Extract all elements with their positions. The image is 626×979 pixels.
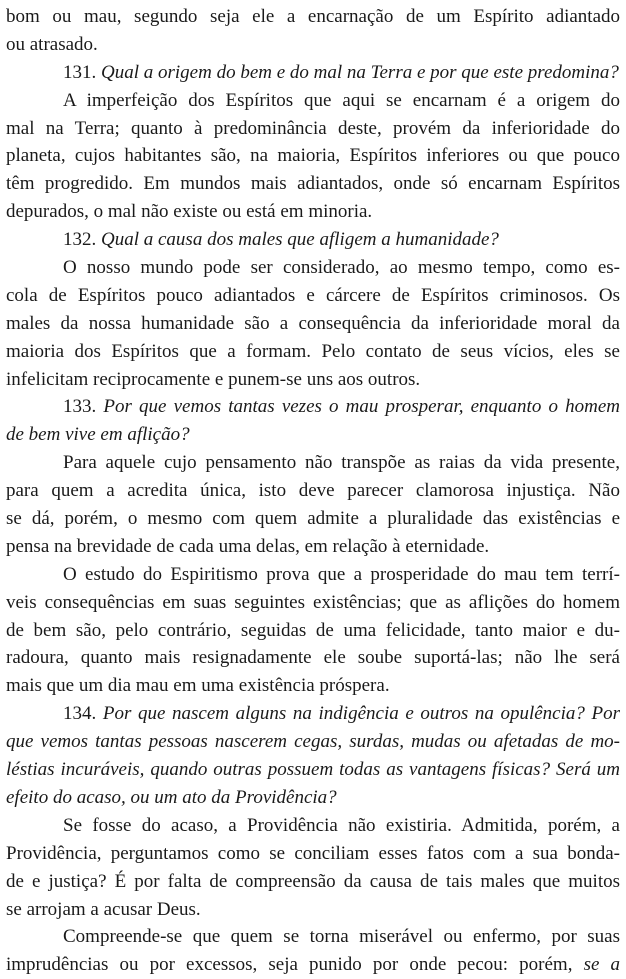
text-line: males da nossa humanidade são a consequência da inferioridade moral da [6,312,620,334]
text-line: para quem a acredita única, isto deve parecer clamorosa injustiça. Não [6,480,620,502]
question-line: de bem vive em aflição? [6,424,190,446]
question-number: 132. [63,229,97,251]
text-line: cola de Espíritos pouco adiantados e cárcere de Espíritos criminosos. Os [6,284,620,306]
answer-131 [6,87,620,226]
question-number: 131. [63,61,97,83]
question-line: que vemos tantas pessoas nascerem cegas, surdas, mudas ou afetadas de mo- [6,731,620,753]
text-line: Se fosse do acaso, a Providência não existiria. Admitida, porém, a [63,814,620,836]
text-line: veis consequências em suas seguintes existências; que as aflições do homem [6,591,620,613]
question-text: Qual a causa dos males que afligem a humanidade? [101,229,499,251]
question-line: efeito do acaso, ou um ato da Providência? [6,786,337,808]
question-line [6,393,620,421]
question-line [6,226,620,254]
text-line: depurados, o mal não existe ou está em minoria. [6,201,373,223]
text-line: têm progredido. Em mundos mais adiantados, onde só encarnam Espíritos [6,173,620,195]
paragraph [6,3,620,59]
text-line: mais que um dia mau em uma existência próspera. [6,675,390,697]
answer-132 [6,254,620,393]
text-line: ou atrasado. [6,33,98,55]
text-line: O nosso mundo pode ser considerado, ao mesmo tempo, como es- [63,257,620,279]
text-line: se arrojam a acusar Deus. [6,898,201,920]
question-133 [6,393,620,449]
text-line: bom ou mau, segundo seja ele a encarnação de um Espírito adiantado [6,6,620,27]
book-page [6,3,620,979]
question-line [6,59,620,87]
question-number: 133. [63,396,97,418]
question-text: Qual a origem do bem e do mal na Terra e por que este predomina? [101,61,619,83]
answer-133 [6,449,620,561]
question-text: Por que nascem alguns na indigência e outros na opulência? Por [102,703,620,725]
text-line: de bem são, pelo contrário, seguidas de uma felicidade, tanto maior e du- [6,619,620,641]
text-line: O estudo do Espiritismo prova que a prosperidade do mau tem terrí- [63,563,620,585]
question-text: Por que vemos tantas vezes o mau prosperar, enquanto o homem [103,396,620,418]
text-line: infelicitam reciprocamente e punem-se uns aos outros. [6,368,421,390]
answer-134-continued [6,923,620,979]
text-line: imprudências ou por excessos, seja punido por onde pecou: porém, se a [6,954,620,976]
text-line: pensa na brevidade de cada uma delas, em relação à eternidade. [6,535,490,557]
question-number: 134. [63,703,97,725]
answer-134 [6,812,620,924]
question-line [6,700,620,728]
text-line: Para aquele cujo pensamento não transpõe as raias da vida presente, [63,452,620,474]
text-line: de e justiça? É por falta de compreensão da causa de tais males que muitos [6,870,620,892]
text-line: A imperfeição dos Espíritos que aqui se encarnam é a origem do [63,89,620,111]
text-line: Compreende-se que quem se torna miserável ou enfermo, por suas [63,926,620,948]
text-line: Providência, perguntamos como se conciliam esses fatos com a sua bonda- [6,842,620,864]
text-line: maioria dos Espíritos que a formam. Pelo contato de seus vícios, eles se [6,340,620,362]
answer-133-continued [6,561,620,700]
italic-continuation: se a [583,954,620,976]
question-132 [6,226,620,254]
text-line: mal na Terra; quanto à predominância deste, provém da inferioridade do [6,117,620,139]
question-line: léstias incuráveis, quando outras possuem todas as vantagens físicas? Será um [6,759,620,781]
text-line: planeta, cujos habitantes são, na maioria, Espíritos inferiores ou que pouco [6,145,620,167]
question-134 [6,700,620,812]
text-line: radoura, quanto mais resignadamente ele soube suportá-las; não lhe será [6,647,620,669]
text-line: se dá, porém, o mesmo com quem admite a pluralidade das existências e [6,508,620,530]
question-131 [6,59,620,87]
